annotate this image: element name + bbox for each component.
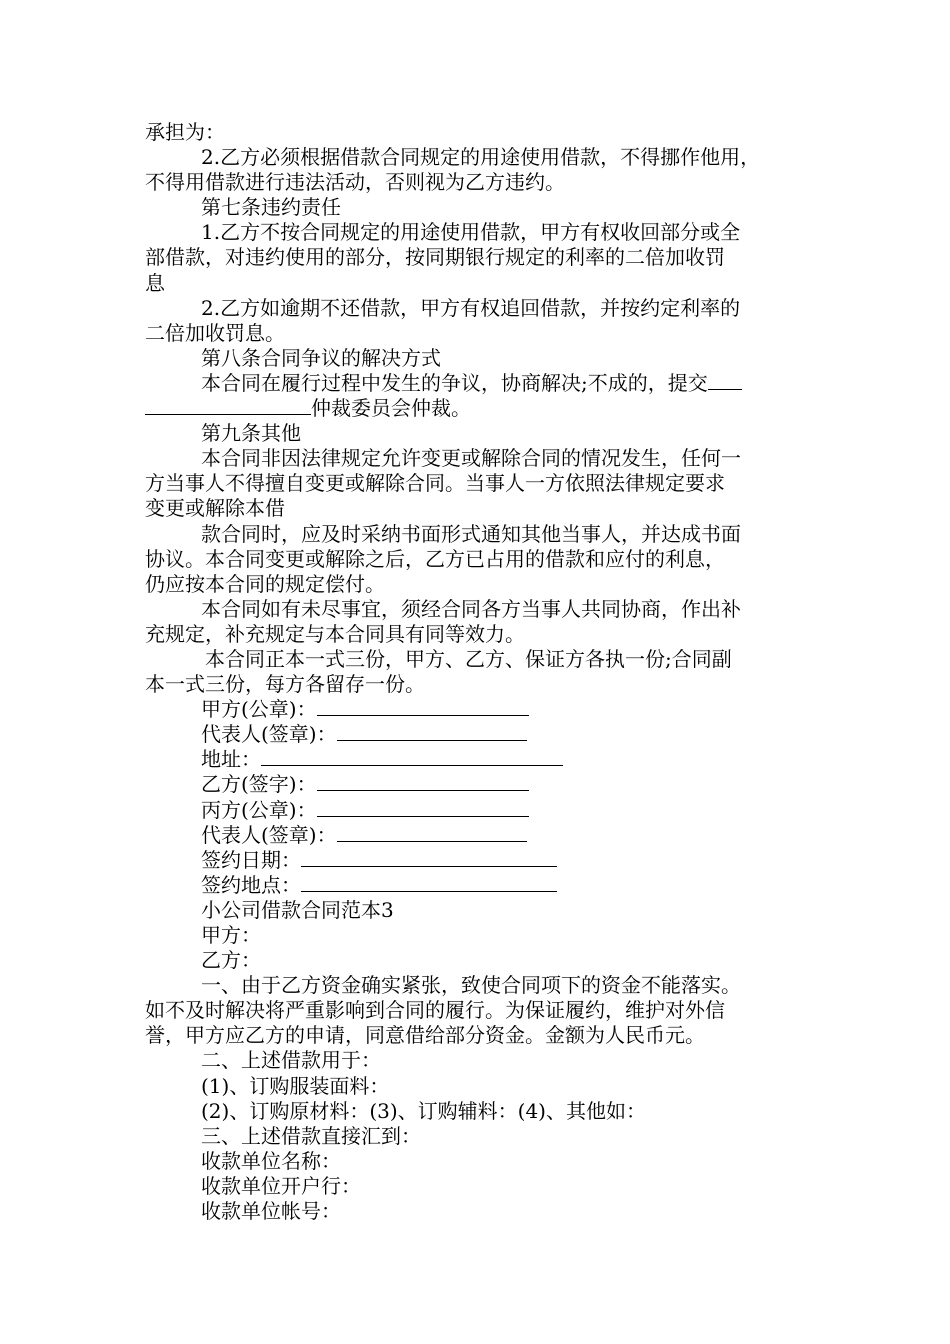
- fill-blank: [145, 396, 311, 415]
- text-line: 二倍加收罚息。: [145, 320, 285, 345]
- article-heading: 第八条合同争议的解决方式: [201, 345, 441, 370]
- fill-blank: [708, 371, 742, 390]
- field-label: 地址：: [201, 747, 261, 772]
- text-line: 本合同如有未尽事宜，须经合同各方当事人共同协商，作出补: [201, 596, 741, 621]
- field-label: 代表人(签章)：: [201, 722, 337, 747]
- signature-party-c: [145, 798, 809, 823]
- text-line: 2.乙方必须根据借款合同规定的用途使用借款，不得挪作他用，: [201, 145, 761, 170]
- text-line: 部借款，对违约使用的部分，按同期银行规定的利率的二倍加收罚: [145, 245, 725, 270]
- signing-place: [145, 873, 809, 898]
- signature-address: [145, 747, 809, 772]
- text-line: 协议。本合同变更或解除之后，乙方已占用的借款和应付的利息，: [145, 546, 725, 571]
- text-line: 方当事人不得擅自变更或解除合同。当事人一方依照法律规定要求: [145, 471, 725, 496]
- field-label: 甲方(公章)：: [201, 697, 317, 722]
- text-line: [145, 396, 809, 421]
- field-label: 乙方(签字)：: [201, 772, 317, 797]
- signature-party-a: [145, 697, 809, 722]
- signature-representative: [145, 722, 809, 747]
- text-line: 不得用借款进行违法活动，否则视为乙方违约。: [145, 170, 565, 195]
- fill-blank: [301, 873, 557, 892]
- text-line: 本合同正本一式三份，甲方、乙方、保证方各执一份;合同副: [205, 646, 732, 671]
- text-line: (1)、订购服装面料：: [201, 1073, 390, 1098]
- section-title: 小公司借款合同范本3: [201, 897, 394, 922]
- text-line: 誉，甲方应乙方的申请，同意借给部分资金。金额为人民币元。: [145, 1023, 705, 1048]
- document-body: [145, 120, 809, 1224]
- text-line: 承担为：: [145, 120, 225, 144]
- text-line: 如不及时解决将严重影响到合同的履行。为保证履约，维护对外信: [145, 998, 725, 1023]
- field-label: 丙方(公章)：: [201, 797, 317, 822]
- text-line: 一、由于乙方资金确实紧张，致使合同项下的资金不能落实。: [201, 973, 741, 998]
- field-label: 签约日期：: [201, 847, 301, 872]
- text-line: 款合同时，应及时采纳书面形式通知其他当事人，并达成书面: [201, 521, 741, 546]
- text-line: 仍应按本合同的规定偿付。: [145, 571, 385, 596]
- text-line: 二、上述借款用于：: [201, 1048, 381, 1073]
- text-line: (2)、订购原材料：(3)、订购辅料：(4)、其他如：: [201, 1098, 646, 1123]
- fill-blank: [317, 798, 529, 817]
- text-segment: 仲裁委员会仲裁。: [311, 396, 471, 421]
- text-line: 乙方：: [201, 948, 261, 973]
- signing-date: [145, 848, 809, 873]
- text-line: 2.乙方如逾期不还借款，甲方有权追回借款，并按约定利率的: [201, 295, 741, 320]
- text-segment: 本合同在履行过程中发生的争议，协商解决;不成的，提交: [201, 370, 708, 395]
- text-line: 变更或解除本借: [145, 496, 285, 521]
- article-heading: 第九条其他: [201, 421, 301, 446]
- text-line: 三、上述借款直接汇到：: [201, 1123, 421, 1148]
- field-label: 代表人(签章)：: [201, 822, 337, 847]
- fill-blank: [301, 848, 557, 867]
- text-line: 本一式三份，每方各留存一份。: [145, 672, 425, 697]
- text-line: 1.乙方不按合同规定的用途使用借款，甲方有权收回部分或全: [201, 220, 741, 245]
- text-line: 收款单位名称：: [201, 1148, 341, 1173]
- text-line: 收款单位开户行：: [201, 1173, 361, 1198]
- fill-blank: [261, 747, 563, 766]
- text-line: [145, 371, 809, 396]
- text-line: 甲方：: [201, 923, 261, 947]
- text-line: 本合同非因法律规定允许变更或解除合同的情况发生，任何一: [201, 446, 741, 471]
- field-label: 签约地点：: [201, 872, 301, 897]
- signature-representative: [145, 823, 809, 848]
- fill-blank: [337, 823, 527, 842]
- fill-blank: [337, 722, 527, 741]
- fill-blank: [317, 772, 529, 791]
- text-line: 充规定，补充规定与本合同具有同等效力。: [145, 621, 525, 646]
- signature-party-b: [145, 772, 809, 797]
- fill-blank: [317, 697, 529, 716]
- text-line: 收款单位帐号：: [201, 1199, 341, 1224]
- article-heading: 第七条违约责任: [201, 195, 341, 220]
- text-line: 息: [145, 270, 165, 295]
